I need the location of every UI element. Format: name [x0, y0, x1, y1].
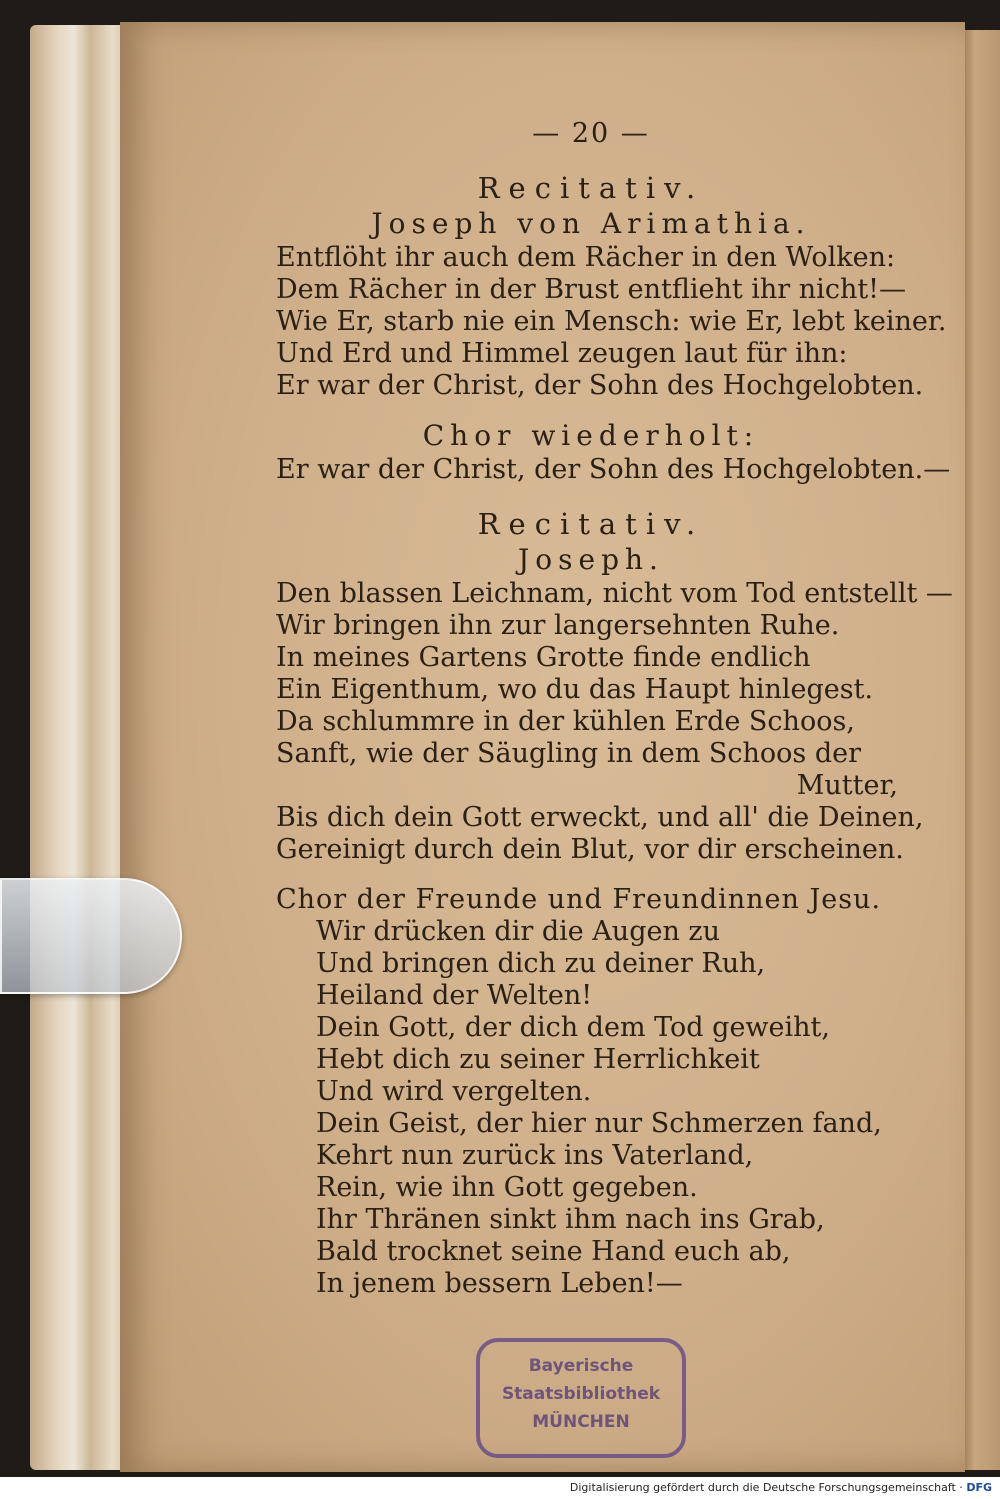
verse-line: Dem Rächer in der Brust entflieht ihr nicht!—	[276, 274, 907, 305]
verse-line: Ihr Thränen sinkt ihm nach ins Grab,	[316, 1204, 825, 1235]
section-heading: Recitativ.	[477, 507, 705, 541]
stamp-line: Staatsbibliothek	[501, 1384, 661, 1404]
verse-line: Wir drücken dir die Augen zu	[316, 916, 721, 947]
dfg-logo: DFG	[966, 1481, 992, 1494]
speaker-name: Joseph.	[518, 543, 664, 576]
stamp-line: Bayerische	[528, 1356, 634, 1376]
verse-line: Kehrt nun zurück ins Vaterland,	[316, 1140, 754, 1171]
footer-text: Digitalisierung gefördert durch die Deutsche Forschungsgemeinschaft ·	[569, 1481, 963, 1494]
verse-line: Hebt dich zu seiner Herrlichkeit	[316, 1044, 760, 1075]
stamp-line: MÜNCHEN	[532, 1412, 630, 1432]
verse-line: Und wird vergelten.	[316, 1076, 592, 1107]
verse-line: Gereinigt durch dein Blut, vor dir erscheinen.	[276, 834, 904, 865]
verse-line: Dein Geist, der hier nur Schmerzen fand,	[316, 1108, 882, 1139]
library-stamp	[476, 1338, 686, 1458]
page-text	[276, 118, 953, 1300]
page-clip	[0, 878, 182, 994]
verse-line: Und Erd und Himmel zeugen laut für ihn:	[276, 338, 848, 369]
verse-line: Dein Gott, der dich dem Tod geweiht,	[316, 1012, 830, 1043]
verse-line: Da schlummre in der kühlen Erde Schoos,	[276, 706, 855, 737]
page-number: — 20 —	[532, 118, 650, 149]
digitization-footer	[0, 1477, 1000, 1499]
verse-line: Heiland der Welten!	[316, 980, 593, 1011]
verse-line: Und bringen dich zu deiner Ruh,	[316, 948, 766, 979]
verse-line: Er war der Christ, der Sohn des Hochgelobten.—	[276, 454, 951, 485]
verse-line: Wie Er, starb nie ein Mensch: wie Er, lebt keiner.	[276, 306, 947, 337]
verse-line: Ein Eigenthum, wo du das Haupt hinlegest.	[276, 674, 874, 705]
verse-line: In meines Gartens Grotte finde endlich	[276, 642, 811, 673]
speaker-name: Joseph von Arimathia.	[371, 207, 811, 240]
verse-line: In jenem bessern Leben!—	[316, 1268, 683, 1299]
verse-line: Wir bringen ihn zur langersehnten Ruhe.	[276, 610, 840, 641]
verse-line: Bald trocknet seine Hand euch ab,	[316, 1236, 791, 1267]
section-heading: Recitativ.	[477, 171, 705, 205]
verse-line: Rein, wie ihn Gott gegeben.	[316, 1172, 698, 1203]
verse-line: Entflöht ihr auch dem Rächer in den Wolken:	[276, 242, 896, 273]
verse-line: Bis dich dein Gott erweckt, und all' die Deinen,	[276, 802, 924, 833]
speaker-name: Chor der Freunde und Freundinnen Jesu.	[276, 884, 882, 915]
verse-line: Den blassen Leichnam, nicht vom Tod entstellt —	[276, 578, 953, 609]
verse-continuation: Mutter,	[796, 770, 898, 801]
verse-line: Sanft, wie der Säugling in dem Schoos der	[276, 738, 862, 769]
verse-line: Er war der Christ, der Sohn des Hochgelobten.	[276, 370, 924, 401]
speaker-name: Chor wiederholt:	[422, 419, 760, 452]
